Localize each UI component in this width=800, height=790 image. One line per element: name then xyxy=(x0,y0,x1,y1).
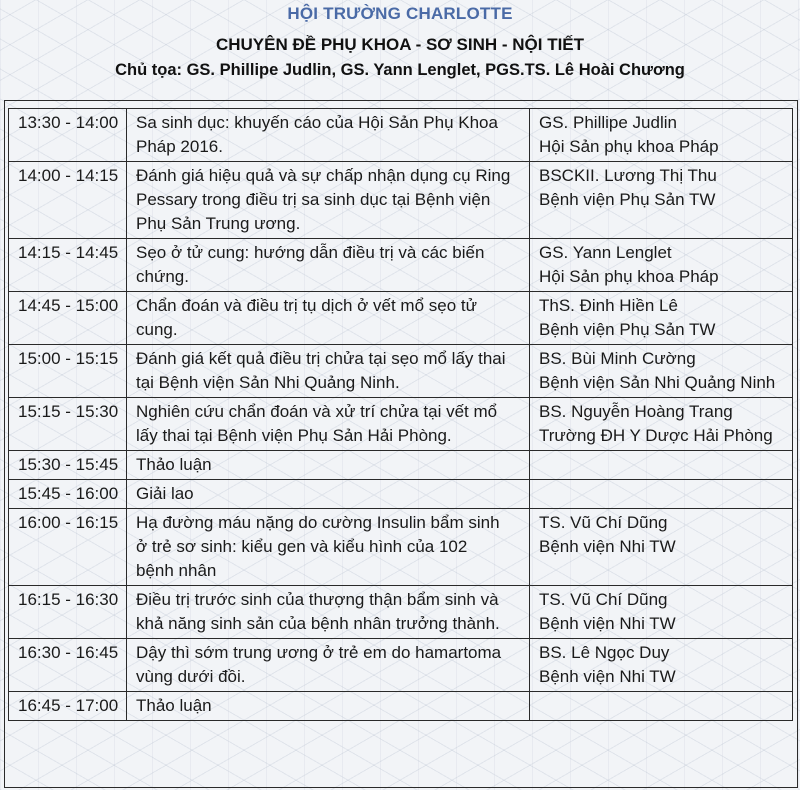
talk-title-line: Thảo luận xyxy=(136,696,212,715)
talk-title-line: Đánh giá hiệu quả và sự chấp nhận dụng cụ Ring xyxy=(136,166,511,185)
speaker-cell xyxy=(530,398,793,451)
speaker-affiliation: Hội Sản phụ khoa Pháp xyxy=(539,137,719,156)
session-topic: CHUYÊN ĐỀ PHỤ KHOA - SƠ SINH - NỘI TIẾT xyxy=(215,35,585,54)
talk-title-line: Chẩn đoán và điều trị tụ dịch ở vết mổ sẹo tử xyxy=(136,296,477,315)
talk-title-line: cung. xyxy=(136,320,178,339)
speaker-cell xyxy=(530,692,793,721)
speaker-affiliation: Hội Sản phụ khoa Pháp xyxy=(539,267,719,286)
speaker-affiliation: Bệnh viện Nhi TW xyxy=(539,614,676,633)
talk-title-cell xyxy=(127,109,530,162)
table-row xyxy=(9,509,793,586)
speaker-cell xyxy=(530,162,793,239)
talk-title-cell xyxy=(127,692,530,721)
talk-title-cell xyxy=(127,162,530,239)
table-row xyxy=(9,292,793,345)
talk-title-line: Nghiên cứu chẩn đoán và xử trí chửa tại vết mổ xyxy=(136,402,498,421)
table-row xyxy=(9,345,793,398)
speaker-affiliation: Bệnh viện Nhi TW xyxy=(539,537,676,556)
time-cell: 15:00 - 15:15 xyxy=(9,345,127,398)
speaker-affiliation: Bệnh viện Sản Nhi Quảng Ninh xyxy=(539,373,776,392)
speaker-cell xyxy=(530,451,793,480)
speaker-name: BSCKII. Lương Thị Thu xyxy=(539,166,717,185)
time-cell: 15:30 - 15:45 xyxy=(9,451,127,480)
talk-title-line: Giải lao xyxy=(136,484,194,503)
time-cell: 16:30 - 16:45 xyxy=(9,639,127,692)
talk-title-line: chứng. xyxy=(136,267,189,286)
time-cell: 16:00 - 16:15 xyxy=(9,509,127,586)
talk-title-line: khả năng sinh sản của bệnh nhân trưởng thành. xyxy=(136,614,500,633)
speaker-name: GS. Phillipe Judlin xyxy=(539,113,677,132)
speaker-cell xyxy=(530,239,793,292)
talk-title-cell xyxy=(127,398,530,451)
speaker-affiliation: Bệnh viện Phụ Sản TW xyxy=(539,320,716,339)
talk-title-line: Đánh giá kết quả điều trị chửa tại sẹo mổ lấy thai xyxy=(136,349,506,368)
time-cell: 15:15 - 15:30 xyxy=(9,398,127,451)
table-row xyxy=(9,162,793,239)
speaker-affiliation: Bệnh viện Phụ Sản TW xyxy=(539,190,716,209)
table-row xyxy=(9,239,793,292)
talk-title-cell xyxy=(127,345,530,398)
talk-title-line: ở trẻ sơ sinh: kiểu gen và kiểu hình của 102 xyxy=(136,537,468,556)
table-row xyxy=(9,109,793,162)
speaker-cell xyxy=(530,292,793,345)
talk-title-line: tại Bệnh viện Sản Nhi Quảng Ninh. xyxy=(136,373,400,392)
speaker-cell xyxy=(530,345,793,398)
hall-name: HỘI TRƯỜNG CHARLOTTE xyxy=(287,4,513,23)
table-row xyxy=(9,480,793,509)
talk-title-cell xyxy=(127,239,530,292)
speaker-cell xyxy=(530,109,793,162)
table-row xyxy=(9,398,793,451)
time-cell: 14:45 - 15:00 xyxy=(9,292,127,345)
speaker-name: TS. Vũ Chí Dũng xyxy=(539,590,668,609)
time-cell: 15:45 - 16:00 xyxy=(9,480,127,509)
speaker-affiliation: Trường ĐH Y Dược Hải Phòng xyxy=(539,426,773,445)
speaker-cell xyxy=(530,480,793,509)
time-cell: 16:45 - 17:00 xyxy=(9,692,127,721)
session-chairs: Chủ tọa: GS. Phillipe Judlin, GS. Yann Lenglet, PGS.TS. Lê Hoài Chương xyxy=(115,61,685,79)
talk-title-line: Thảo luận xyxy=(136,455,212,474)
talk-title-line: Pessary trong điều trị sa sinh dục tại Bệnh viện xyxy=(136,190,491,209)
talk-title-line: Điều trị trước sinh của thượng thận bẩm sinh và xyxy=(136,590,499,609)
table-row xyxy=(9,586,793,639)
time-cell: 14:15 - 14:45 xyxy=(9,239,127,292)
table-row xyxy=(9,451,793,480)
schedule-table xyxy=(8,108,793,721)
speaker-cell xyxy=(530,509,793,586)
talk-title-line: Hạ đường máu nặng do cường Insulin bẩm sinh xyxy=(136,513,500,532)
talk-title-line: Pháp 2016. xyxy=(136,137,223,156)
talk-title-cell xyxy=(127,639,530,692)
table-row xyxy=(9,639,793,692)
speaker-cell xyxy=(530,639,793,692)
talk-title-line: Dậy thì sớm trung ương ở trẻ em do hamartoma xyxy=(136,643,502,662)
talk-title-line: bệnh nhân xyxy=(136,561,217,580)
talk-title-cell xyxy=(127,509,530,586)
talk-title-line: lấy thai tại Bệnh viện Phụ Sản Hải Phòng. xyxy=(136,426,452,445)
talk-title-cell xyxy=(127,451,530,480)
talk-title-line: Sa sinh dục: khuyến cáo của Hội Sản Phụ Khoa xyxy=(136,113,498,132)
speaker-affiliation: Bệnh viện Nhi TW xyxy=(539,667,676,686)
table-row xyxy=(9,692,793,721)
speaker-name: GS. Yann Lenglet xyxy=(539,243,672,262)
talk-title-cell xyxy=(127,292,530,345)
speaker-name: BS. Nguyễn Hoàng Trang xyxy=(539,402,733,421)
talk-title-cell xyxy=(127,586,530,639)
time-cell: 13:30 - 14:00 xyxy=(9,109,127,162)
speaker-name: BS. Lê Ngọc Duy xyxy=(539,643,670,662)
speaker-name: BS. Bùi Minh Cường xyxy=(539,349,696,368)
speaker-name: ThS. Đinh Hiền Lê xyxy=(539,296,678,315)
talk-title-cell xyxy=(127,480,530,509)
schedule-body xyxy=(9,109,793,721)
talk-title-line: Sẹo ở tử cung: hướng dẫn điều trị và các biến xyxy=(136,243,485,262)
speaker-cell xyxy=(530,586,793,639)
time-cell: 14:00 - 14:15 xyxy=(9,162,127,239)
time-cell: 16:15 - 16:30 xyxy=(9,586,127,639)
talk-title-line: Phụ Sản Trung ương. xyxy=(136,214,301,233)
talk-title-line: vùng dưới đồi. xyxy=(136,667,246,686)
speaker-name: TS. Vũ Chí Dũng xyxy=(539,513,668,532)
